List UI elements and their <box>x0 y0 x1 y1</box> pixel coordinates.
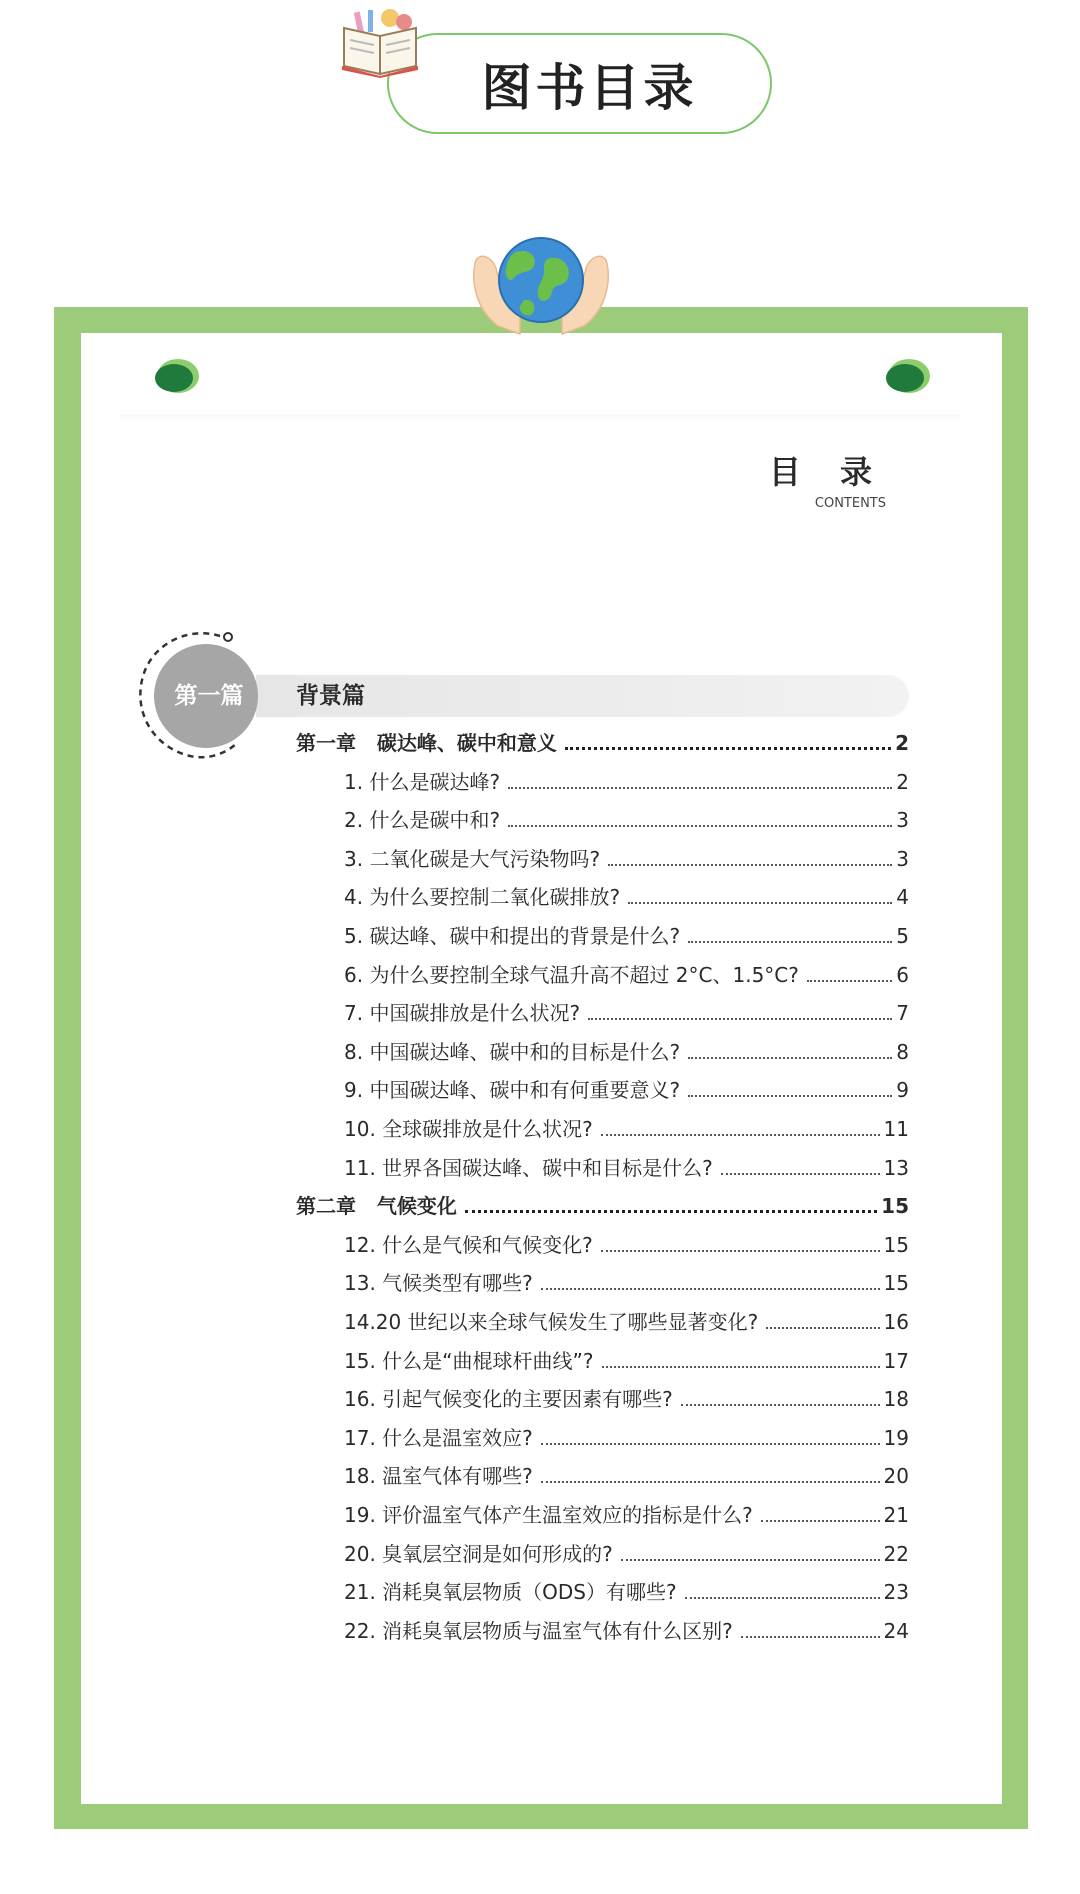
toc-page-number: 8 <box>896 1039 909 1064</box>
toc-label: 10. 全球碳排放是什么状况? <box>344 1117 593 1141</box>
header-pill <box>387 33 772 134</box>
toc-label: 18. 温室气体有哪些? <box>344 1464 533 1489</box>
toc-label: 11. 世界各国碳达峰、碳中和目标是什么? <box>344 1155 713 1180</box>
toc-leader-dots <box>807 980 892 982</box>
toc-leader-dots <box>628 902 892 904</box>
toc-item-row <box>344 1502 909 1528</box>
toc-page-number: 11 <box>883 1117 909 1141</box>
toc-leader-dots <box>541 1443 880 1445</box>
toc-leader-dots <box>688 1095 892 1097</box>
toc-label: 1. 什么是碳达峰? <box>344 769 501 794</box>
toc-item-row <box>344 846 909 872</box>
toc-label: 22. 消耗臭氧层物质与温室气体有什么区别? <box>344 1618 733 1643</box>
toc-label: 3. 二氧化碳是大气污染物吗? <box>344 846 601 871</box>
toc-label: 8. 中国碳达峰、碳中和的目标是什么? <box>344 1039 681 1064</box>
toc-label: 14.20 世纪以来全球气候发生了哪些显著变化? <box>344 1310 759 1334</box>
toc-item-row <box>344 1116 909 1142</box>
toc-label: 13. 气候类型有哪些? <box>344 1271 533 1296</box>
toc-page-number: 21 <box>883 1503 909 1527</box>
toc-page-number: 15 <box>883 1271 909 1296</box>
toc-leader-dots <box>688 1057 892 1059</box>
toc-leader-dots <box>541 1481 880 1483</box>
toc-label: 20. 臭氧层空洞是如何形成的? <box>344 1541 613 1566</box>
toc-item-row <box>344 1541 909 1567</box>
toc-label: 17. 什么是温室效应? <box>344 1425 533 1450</box>
toc-page-number: 3 <box>896 808 909 833</box>
toc-page-number: 17 <box>883 1348 909 1373</box>
toc-item-row <box>344 1309 909 1335</box>
toc-item-row <box>344 807 909 833</box>
toc-label: 21. 消耗臭氧层物质（ODS）有哪些? <box>344 1580 677 1605</box>
toc-page-number: 15 <box>881 1194 909 1219</box>
toc-page-number: 3 <box>896 846 909 871</box>
toc-item-row <box>344 1077 909 1103</box>
toc-leader-dots <box>541 1288 880 1290</box>
toc-label: 7. 中国碳排放是什么状况? <box>344 1001 581 1026</box>
contents-title: 目 录 <box>768 453 886 491</box>
toc-page-number: 6 <box>896 962 909 987</box>
toc-page-number: 24 <box>883 1618 909 1643</box>
toc-item-row <box>344 1386 909 1412</box>
toc-page-number: 5 <box>896 924 909 948</box>
toc-leader-dots <box>465 1210 877 1213</box>
paper-shadow-band <box>120 414 960 422</box>
toc-page-number: 13 <box>883 1155 909 1180</box>
toc-leader-dots <box>601 1250 880 1252</box>
toc-item-row <box>344 1270 909 1296</box>
toc-leader-dots <box>608 864 892 866</box>
toc-leader-dots <box>761 1520 880 1522</box>
toc-page-number: 20 <box>883 1464 909 1489</box>
toc-leader-dots <box>508 825 892 827</box>
open-book-icon <box>338 8 424 78</box>
toc-item-row <box>344 884 909 910</box>
toc-item-row <box>344 1463 909 1489</box>
toc-label: 19. 评价温室气体产生温室效应的指标是什么? <box>344 1503 753 1527</box>
toc-leader-dots <box>766 1327 879 1329</box>
toc-item-row <box>344 1579 909 1605</box>
toc-label: 16. 引起气候变化的主要因素有哪些? <box>344 1387 673 1412</box>
toc-leader-dots <box>621 1559 880 1561</box>
toc-page-number: 16 <box>883 1310 909 1334</box>
toc-leader-dots <box>588 1018 892 1020</box>
toc-leader-dots <box>508 787 892 789</box>
toc-item-row <box>344 1039 909 1065</box>
header-title: 图书目录 <box>481 58 698 117</box>
toc-item-row <box>344 1618 909 1644</box>
toc-label: 6. 为什么要控制全球气温升高不超过 2°C、1.5°C? <box>344 962 799 987</box>
toc-page-number: 18 <box>883 1387 909 1412</box>
toc-label: 5. 碳达峰、碳中和提出的背景是什么? <box>344 924 681 948</box>
toc-item-row <box>344 962 909 988</box>
toc-leader-dots <box>565 747 891 750</box>
section-badge-label: 第一篇 <box>174 683 244 709</box>
toc-leader-dots <box>721 1173 880 1175</box>
toc-label: 12. 什么是气候和气候变化? <box>344 1232 593 1257</box>
contents-subtitle: CONTENTS <box>814 496 886 511</box>
toc-page-number: 2 <box>895 731 909 755</box>
toc-page-number: 22 <box>883 1541 909 1566</box>
toc-item-row <box>344 1155 909 1181</box>
toc-item-row <box>344 1232 909 1258</box>
toc-page-number: 2 <box>896 769 909 794</box>
toc-item-row <box>344 769 909 795</box>
toc-label: 第二章 气候变化 <box>296 1194 457 1219</box>
toc-leader-dots <box>685 1597 880 1599</box>
toc-item-row <box>344 923 909 949</box>
toc-page-number: 4 <box>896 885 909 910</box>
toc-item-row <box>344 1425 909 1451</box>
pin-left-icon <box>150 358 200 394</box>
toc-page-number: 19 <box>883 1425 909 1450</box>
toc-label: 第一章 碳达峰、碳中和意义 <box>296 731 557 755</box>
section-title: 背景篇 <box>296 683 365 709</box>
toc-page-number: 15 <box>883 1232 909 1257</box>
toc-leader-dots <box>741 1636 880 1638</box>
toc-label: 15. 什么是“曲棍球杆曲线”? <box>344 1348 594 1373</box>
toc-chapter-row <box>296 730 909 756</box>
pin-right-icon <box>881 358 931 394</box>
toc-leader-dots <box>681 1404 880 1406</box>
hands-holding-globe-icon <box>468 230 614 336</box>
toc-item-row <box>344 1348 909 1374</box>
toc-page-number: 23 <box>883 1580 909 1605</box>
toc-leader-dots <box>602 1366 880 1368</box>
toc-leader-dots <box>688 941 892 943</box>
toc-label: 4. 为什么要控制二氧化碳排放? <box>344 885 621 910</box>
toc-page-number: 7 <box>896 1001 909 1026</box>
toc-chapter-row <box>296 1193 909 1219</box>
toc-leader-dots <box>601 1134 880 1136</box>
toc-item-row <box>344 1000 909 1026</box>
toc-label: 2. 什么是碳中和? <box>344 808 501 833</box>
toc-label: 9. 中国碳达峰、碳中和有何重要意义? <box>344 1078 681 1103</box>
toc-page-number: 9 <box>896 1078 909 1103</box>
